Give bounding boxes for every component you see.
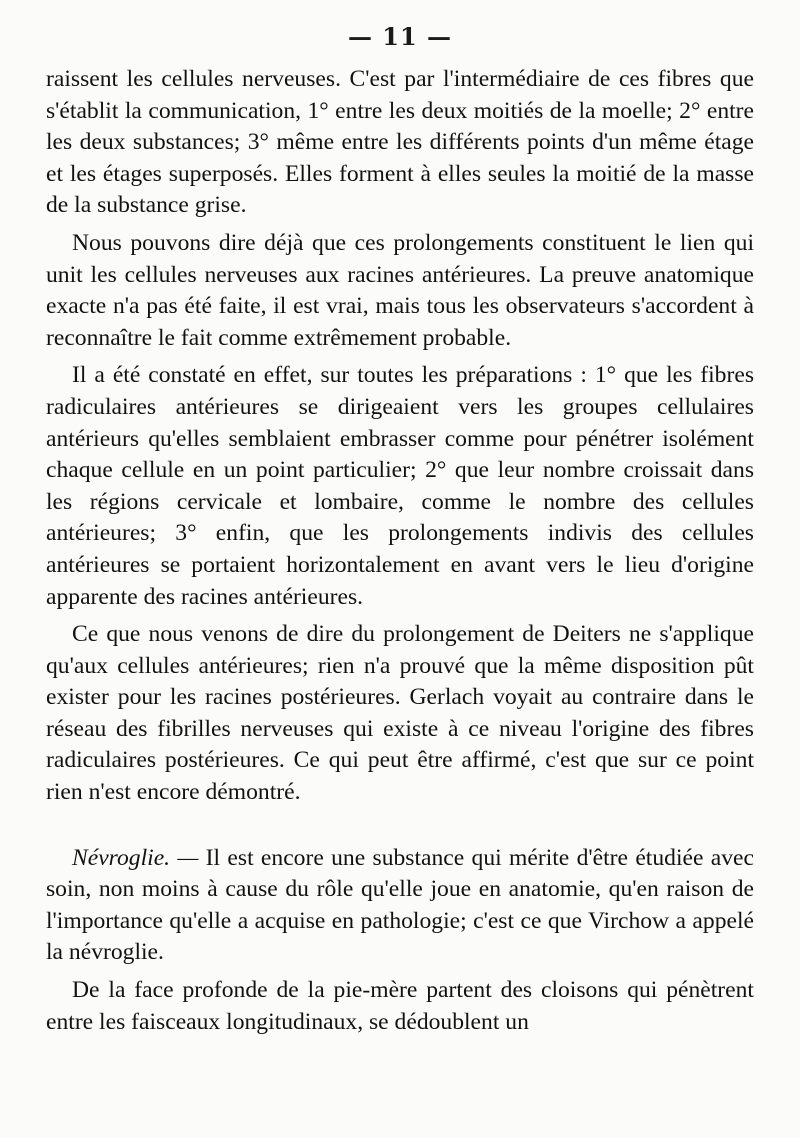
paragraph-body: Il est encore une substance qui mérite d'être étudiée avec soin, non moins à cause du rôle qu'elle joue en anatomie, qu'en raison de l'importance qu'elle a acquise en pathologie; c'est ce que Virchow a appelé la névroglie.	[46, 844, 754, 966]
body-text	[46, 64, 754, 1038]
paragraph: De la face profonde de la pie-mère partent des cloisons qui pénètrent entre les faisceaux longitudinaux, se dédoublent un	[46, 977, 754, 1035]
paragraph: Ce que nous venons de dire du prolongement de Deiters ne s'applique qu'aux cellules antérieures; rien n'a prouvé que la même disposition pût exister pour les racines postérieures. Gerlach voyait au contraire dans le réseau des fibrilles nerveuses qui existe à ce niveau l'origine des fibres radiculaires postérieures. Ce qui peut être affirmé, c'est que sur ce point rien n'est encore démontré.	[46, 621, 754, 806]
paragraph: Nous pouvons dire déjà que ces prolongements constituent le lien qui unit les cellules nerveuses aux racines antérieures. La preuve anatomique exacte n'a pas été faite, il est vrai, mais tous les observateurs s'accordent à reconnaître le fait comme extrêmement probable.	[46, 229, 754, 351]
section-heading: Névroglie. —	[72, 844, 199, 871]
paragraph-nevroglie	[46, 843, 754, 969]
paragraph: Il a été constaté en effet, sur toutes les préparations : 1° que les fibres radiculaires antérieures se dirigeaient vers les groupes cellulaires antérieurs qu'elles semblaient embrasser comme pour pénétrer isolément chaque cellule en un point particulier; 2° que leur nombre croissait dans les régions cervicale et lombaire, comme le nombre des cellules antérieures; 3° enfin, que les prolongements indivis des cellules antérieures se portaient horizontalement en avant vers le lieu d'origine apparente des racines antérieures.	[46, 362, 754, 610]
paragraph: raissent les cellules nerveuses. C'est par l'intermédiaire de ces fibres que s'établit la communication, 1° entre les deux moitiés de la moelle; 2° entre les deux substances; 3° même entre les différents points d'un même étage et les étages superposés. Elles forment à elles seules la moitié de la masse de la substance grise.	[46, 66, 754, 219]
page-number: — 11 —	[347, 22, 453, 51]
